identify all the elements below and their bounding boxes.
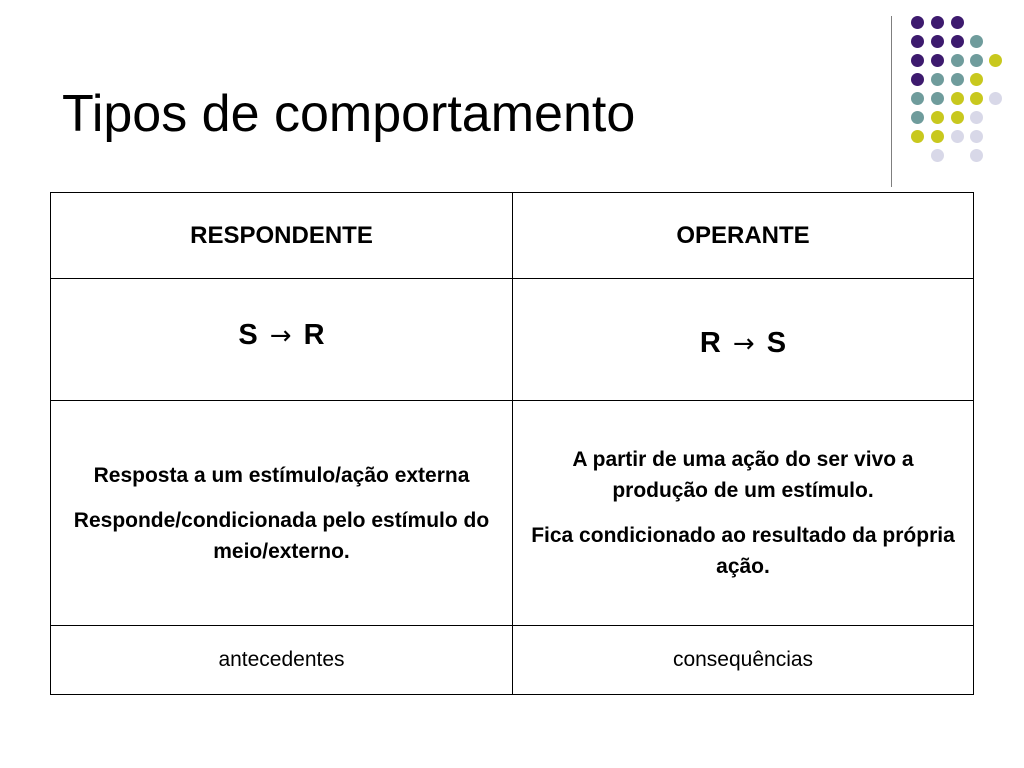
header-label: OPERANTE xyxy=(676,221,810,249)
decorative-dot xyxy=(911,73,924,86)
table-row-symbols xyxy=(51,279,974,401)
arrow-right-icon: → xyxy=(732,329,755,359)
decorative-dot xyxy=(970,73,983,86)
formula-right: R xyxy=(303,319,325,351)
decorative-dot xyxy=(931,130,944,143)
stimulus-response-formula xyxy=(238,319,324,351)
header-cell-operante xyxy=(513,193,974,279)
footer-cell-respondente xyxy=(51,626,513,695)
decorative-dot xyxy=(989,54,1002,67)
decorative-dot xyxy=(970,54,983,67)
decorative-divider-line xyxy=(891,16,892,187)
decorative-dot xyxy=(970,35,983,48)
decorative-dot xyxy=(931,73,944,86)
decorative-dot xyxy=(931,16,944,29)
decorative-dot xyxy=(970,149,983,162)
footer-label: antecedentes xyxy=(218,648,345,671)
decorative-dot xyxy=(951,73,964,86)
decorative-dot xyxy=(970,111,983,124)
decorative-dot xyxy=(931,35,944,48)
formula-left: S xyxy=(238,319,258,351)
decorative-dot xyxy=(911,16,924,29)
description-cell-operante xyxy=(513,401,974,626)
description-paragraph: Resposta a um estímulo/ação externa xyxy=(93,463,470,487)
description-paragraph: Fica condicionado ao resultado da própria ação. xyxy=(531,524,955,578)
description-cell-respondente xyxy=(51,401,513,626)
decorative-dot xyxy=(951,111,964,124)
description-paragraph: Responde/condicionada pelo estímulo do meio/externo. xyxy=(73,508,490,563)
decorative-dot xyxy=(931,92,944,105)
decorative-dot xyxy=(931,54,944,67)
decorative-dot xyxy=(951,35,964,48)
decorative-dot xyxy=(911,130,924,143)
decorative-dot xyxy=(951,54,964,67)
decorative-dot xyxy=(970,130,983,143)
response-stimulus-formula xyxy=(700,327,786,359)
decorative-dot xyxy=(970,92,983,105)
description-paragraph: A partir de uma ação do ser vivo a produção de um estímulo. xyxy=(572,448,914,502)
footer-cell-operante xyxy=(513,626,974,695)
formula-right: S xyxy=(766,327,787,359)
slide-title: Tipos de comportamento xyxy=(62,85,636,143)
table-header-row xyxy=(51,193,974,279)
symbol-cell-operante xyxy=(513,279,974,401)
decorative-dot xyxy=(911,111,924,124)
table-row-descriptions xyxy=(51,401,974,626)
decorative-dot xyxy=(931,111,944,124)
table-row-footers xyxy=(51,626,974,695)
footer-label: consequências xyxy=(672,648,814,671)
decorative-dot xyxy=(911,92,924,105)
symbol-cell-respondente xyxy=(51,279,513,401)
decorative-dot xyxy=(951,16,964,29)
behavior-types-table xyxy=(50,192,974,695)
formula-left: R xyxy=(699,327,721,359)
decorative-dot xyxy=(911,35,924,48)
decorative-dot xyxy=(951,130,964,143)
arrow-right-icon: → xyxy=(269,321,292,351)
decorative-dot xyxy=(951,92,964,105)
decorative-dot xyxy=(931,149,944,162)
decorative-dot xyxy=(989,92,1002,105)
header-label: RESPONDENTE xyxy=(190,221,373,249)
header-cell-respondente xyxy=(51,193,513,279)
decorative-dot xyxy=(911,54,924,67)
